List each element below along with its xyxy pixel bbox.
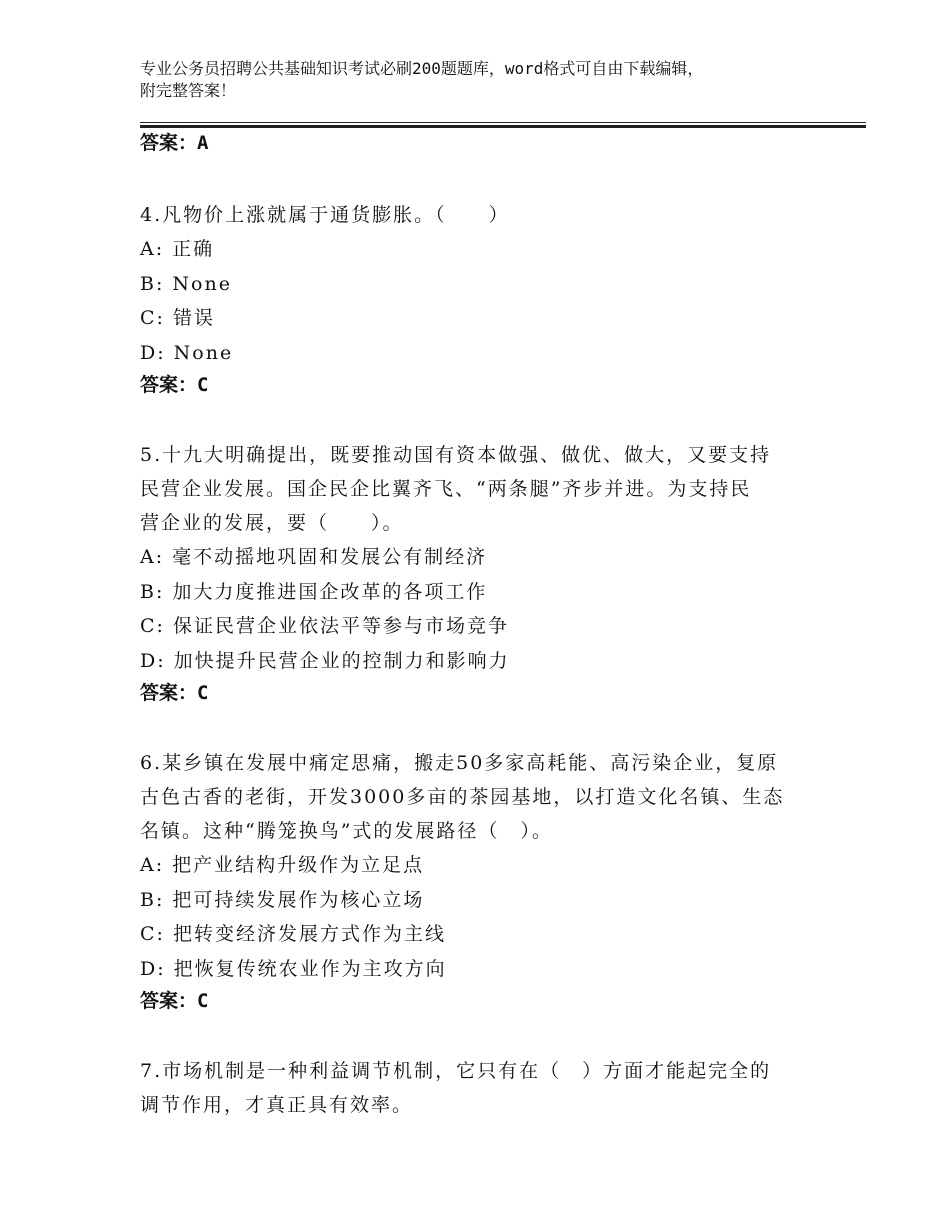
answer-q6: 答案：C [140, 990, 209, 1012]
option-b: B: 把可持续发展作为核心立场 [140, 888, 425, 911]
option-c: C: 把转变经济发展方式作为主线 [140, 923, 446, 945]
option-d: D: 加快提升民营企业的控制力和影响力 [140, 649, 510, 672]
question-stem-line: 名镇。这种“腾笼换鸟”式的发展路径（ ）。 [140, 820, 553, 842]
option-d: D: None [140, 341, 234, 364]
option-b: B: 加大力度推进国企改革的各项工作 [140, 580, 488, 603]
question-4 [140, 198, 820, 400]
document-header [140, 58, 820, 102]
question-stem-line: 7.市场机制是一种利益调节机制，它只有在（ ）方面才能起完全的 [140, 1060, 772, 1082]
answer-q5: 答案：C [140, 682, 209, 704]
question-stem-line: 民营企业发展。国企民企比翼齐飞、“两条腿”齐步并进。为支持民 [140, 478, 752, 500]
answer-q3: 答案：A [140, 132, 209, 154]
question-stem-line: 营企业的发展，要（ ）。 [140, 512, 404, 534]
question-6 [140, 746, 820, 1016]
question-stem-line: 调节作用，才真正具有效率。 [140, 1094, 414, 1116]
option-d: D: 把恢复传统农业作为主攻方向 [140, 957, 447, 980]
option-c: C: 错误 [140, 307, 215, 329]
question-stem-line: 6.某乡镇在发展中痛定思痛，搬走50多家高耗能、高污染企业，复原 [140, 752, 779, 774]
option-b: B: None [140, 272, 232, 295]
question-stem-line: 4.凡物价上涨就属于通货膨胀。（ ） [140, 204, 510, 226]
question-stem-line: 5.十九大明确提出，既要推动国有资本做强、做优、做大，又要支持 [140, 444, 772, 466]
option-c: C: 保证民营企业依法平等参与市场竞争 [140, 615, 509, 637]
document-body [140, 128, 820, 1122]
question-stem-line: 古色古香的老街，开发3000多亩的茶园基地，以打造文化名镇、生态 [140, 786, 785, 808]
option-a: A: 把产业结构升级作为立足点 [140, 854, 425, 876]
header-line-1: 专业公务员招聘公共基础知识考试必刷200题题库，word格式可自由下载编辑， [140, 59, 704, 78]
option-a: A: 毫不动摇地巩固和发展公有制经济 [140, 546, 488, 568]
answer-q4: 答案：C [140, 374, 209, 396]
question-5 [140, 438, 820, 708]
header-line-2: 附完整答案！ [140, 81, 237, 100]
question-7 [140, 1054, 820, 1122]
option-a: A: 正确 [140, 238, 215, 260]
